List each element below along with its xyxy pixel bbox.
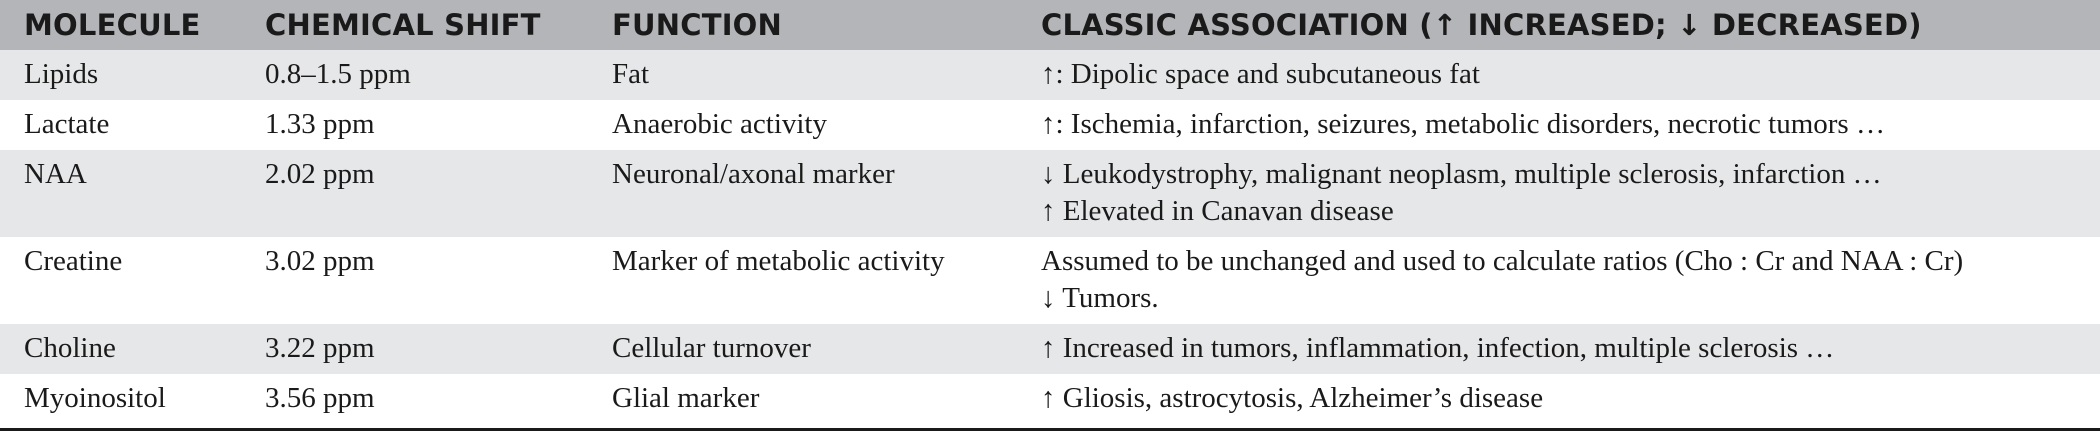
- cell-molecule: Choline: [24, 332, 116, 364]
- association-line: ↑ Gliosis, astrocytosis, Alzheimer’s disease: [1041, 382, 1544, 414]
- header-molecule: MOLECULE: [24, 8, 201, 42]
- cell-function: Neuronal/axonal marker: [612, 158, 895, 190]
- association-line: ↑ Elevated in Canavan disease: [1041, 195, 1394, 227]
- cell-function: Marker of metabolic activity: [612, 245, 945, 277]
- cell-shift: 3.22 ppm: [265, 332, 375, 364]
- cell-association: [1041, 150, 2100, 237]
- cell-molecule: Lactate: [24, 108, 110, 140]
- cell-association: [1041, 374, 2100, 429]
- header-row: [0, 0, 2100, 50]
- association-line: ↓ Leukodystrophy, malignant neoplasm, multiple sclerosis, infarction …: [1041, 158, 1882, 190]
- cell-function: Glial marker: [612, 382, 760, 414]
- cell-molecule: NAA: [24, 158, 87, 190]
- cell-association: [1041, 50, 2100, 100]
- association-line: Assumed to be unchanged and used to calculate ratios (Cho : Cr and NAA : Cr): [1041, 245, 1964, 277]
- cell-function: Cellular turnover: [612, 332, 811, 364]
- cell-association: [1041, 237, 2100, 324]
- cell-shift: 1.33 ppm: [265, 108, 375, 140]
- header-chemical-shift: CHEMICAL SHIFT: [265, 8, 541, 42]
- cell-molecule: Lipids: [24, 58, 99, 90]
- association-line: ↑: Ischemia, infarction, seizures, metabolic disorders, necrotic tumors …: [1041, 108, 1885, 140]
- cell-shift: 0.8–1.5 ppm: [265, 58, 411, 90]
- cell-function: Fat: [612, 58, 650, 90]
- cell-function: Anaerobic activity: [612, 108, 827, 140]
- cell-shift: 3.56 ppm: [265, 382, 375, 414]
- header-classic-association: CLASSIC ASSOCIATION (↑ INCREASED; ↓ DECREASED): [1041, 8, 1922, 42]
- table-row: [0, 50, 2100, 100]
- table-row: [0, 374, 2100, 429]
- cell-shift: 3.02 ppm: [265, 245, 375, 277]
- cell-association: [1041, 100, 2100, 150]
- cell-shift: 2.02 ppm: [265, 158, 375, 190]
- association-line: ↑: Dipolic space and subcutaneous fat: [1041, 58, 1480, 90]
- cell-association: [1041, 324, 2100, 374]
- table-row: [0, 324, 2100, 374]
- association-line: ↓ Tumors.: [1041, 282, 1159, 314]
- header-function: FUNCTION: [612, 8, 783, 42]
- table-row: [0, 100, 2100, 150]
- association-line: ↑ Increased in tumors, inflammation, infection, multiple sclerosis …: [1041, 332, 1835, 364]
- cell-molecule: Myoinositol: [24, 382, 166, 414]
- table-body: [0, 50, 2100, 429]
- table-header: [0, 0, 2100, 50]
- cell-molecule: Creatine: [24, 245, 123, 277]
- table-row: [0, 237, 2100, 324]
- table-row: [0, 150, 2100, 237]
